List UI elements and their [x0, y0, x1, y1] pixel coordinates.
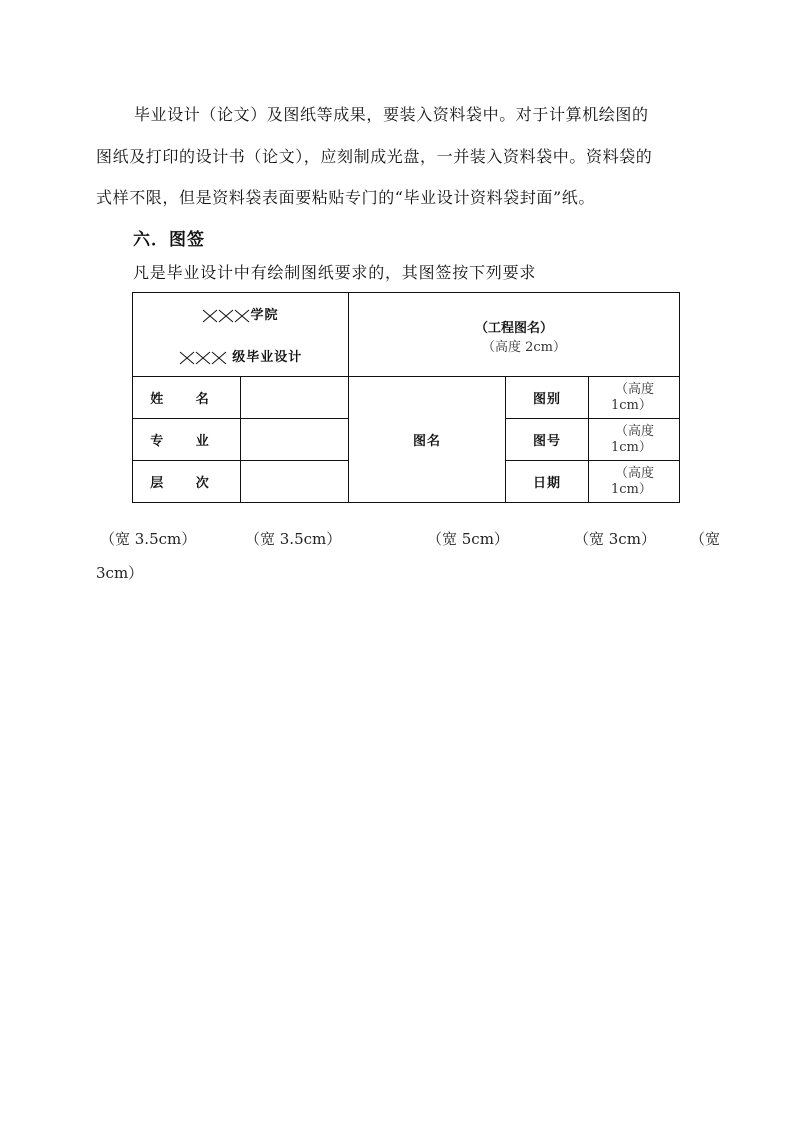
level-label: 层 次	[133, 461, 241, 503]
width-note-5a: （宽	[690, 530, 721, 548]
category-label: 图别	[506, 377, 589, 419]
project-title-cell	[349, 293, 680, 377]
table-row	[133, 377, 680, 419]
paragraph-line-3: 式样不限，但是资料袋表面要粘贴专门的“毕业设计资料袋封面”纸。	[96, 188, 595, 207]
date-label: 日期	[506, 461, 589, 503]
grade-design-label: 级毕业设计	[232, 350, 303, 365]
level-value-cell	[241, 461, 349, 503]
body-paragraph	[96, 94, 718, 219]
height-note-line-2: 1cm）	[611, 397, 652, 413]
grade-line	[133, 346, 348, 365]
paragraph-line-2: 图纸及打印的设计书（论文），应刻制成光盘，一并装入资料袋中。资料袋的	[96, 146, 653, 166]
height-note-line-2: 1cm）	[611, 481, 652, 497]
width-note-2: （宽 3.5cm）	[245, 530, 342, 548]
section-heading: 六．图签	[133, 230, 205, 250]
drawing-name-label: 图名	[349, 377, 506, 503]
paragraph-text-1: 毕业设计（论文）及图纸等成果，要装入资料袋中。对于计算机绘图的	[134, 105, 649, 124]
height-note-line-1: （高度	[615, 381, 655, 397]
height-note-line-1: （高度	[615, 465, 655, 481]
college-cell	[133, 293, 349, 377]
number-label: 图号	[506, 419, 589, 461]
project-title: （工程图名）	[474, 320, 553, 336]
major-label: 专 业	[133, 419, 241, 461]
college-line	[133, 304, 348, 323]
category-height-note	[589, 377, 680, 419]
date-height-note	[589, 461, 680, 503]
number-height-note	[589, 419, 680, 461]
placeholder-cross-icon	[202, 309, 250, 323]
width-note-3: （宽 5cm）	[427, 530, 509, 548]
project-height-note: （高度 2cm）	[481, 339, 566, 355]
paragraph-line-1	[96, 94, 718, 136]
width-note-5b: 3cm）	[96, 564, 144, 582]
width-note-4: （宽 3cm）	[574, 530, 656, 548]
table-row-header	[133, 293, 680, 377]
intro-text: 凡是毕业设计中有绘制图纸要求的，其图签按下列要求	[133, 263, 537, 282]
title-block-table	[132, 292, 680, 503]
name-label: 姓 名	[133, 377, 241, 419]
major-value-cell	[241, 419, 349, 461]
college-label: 学院	[250, 308, 279, 323]
name-value-cell	[241, 377, 349, 419]
height-note-line-1: （高度	[615, 423, 655, 439]
placeholder-cross-icon	[179, 351, 227, 365]
width-note-1: （宽 3.5cm）	[100, 530, 197, 548]
height-note-line-2: 1cm）	[611, 439, 652, 455]
